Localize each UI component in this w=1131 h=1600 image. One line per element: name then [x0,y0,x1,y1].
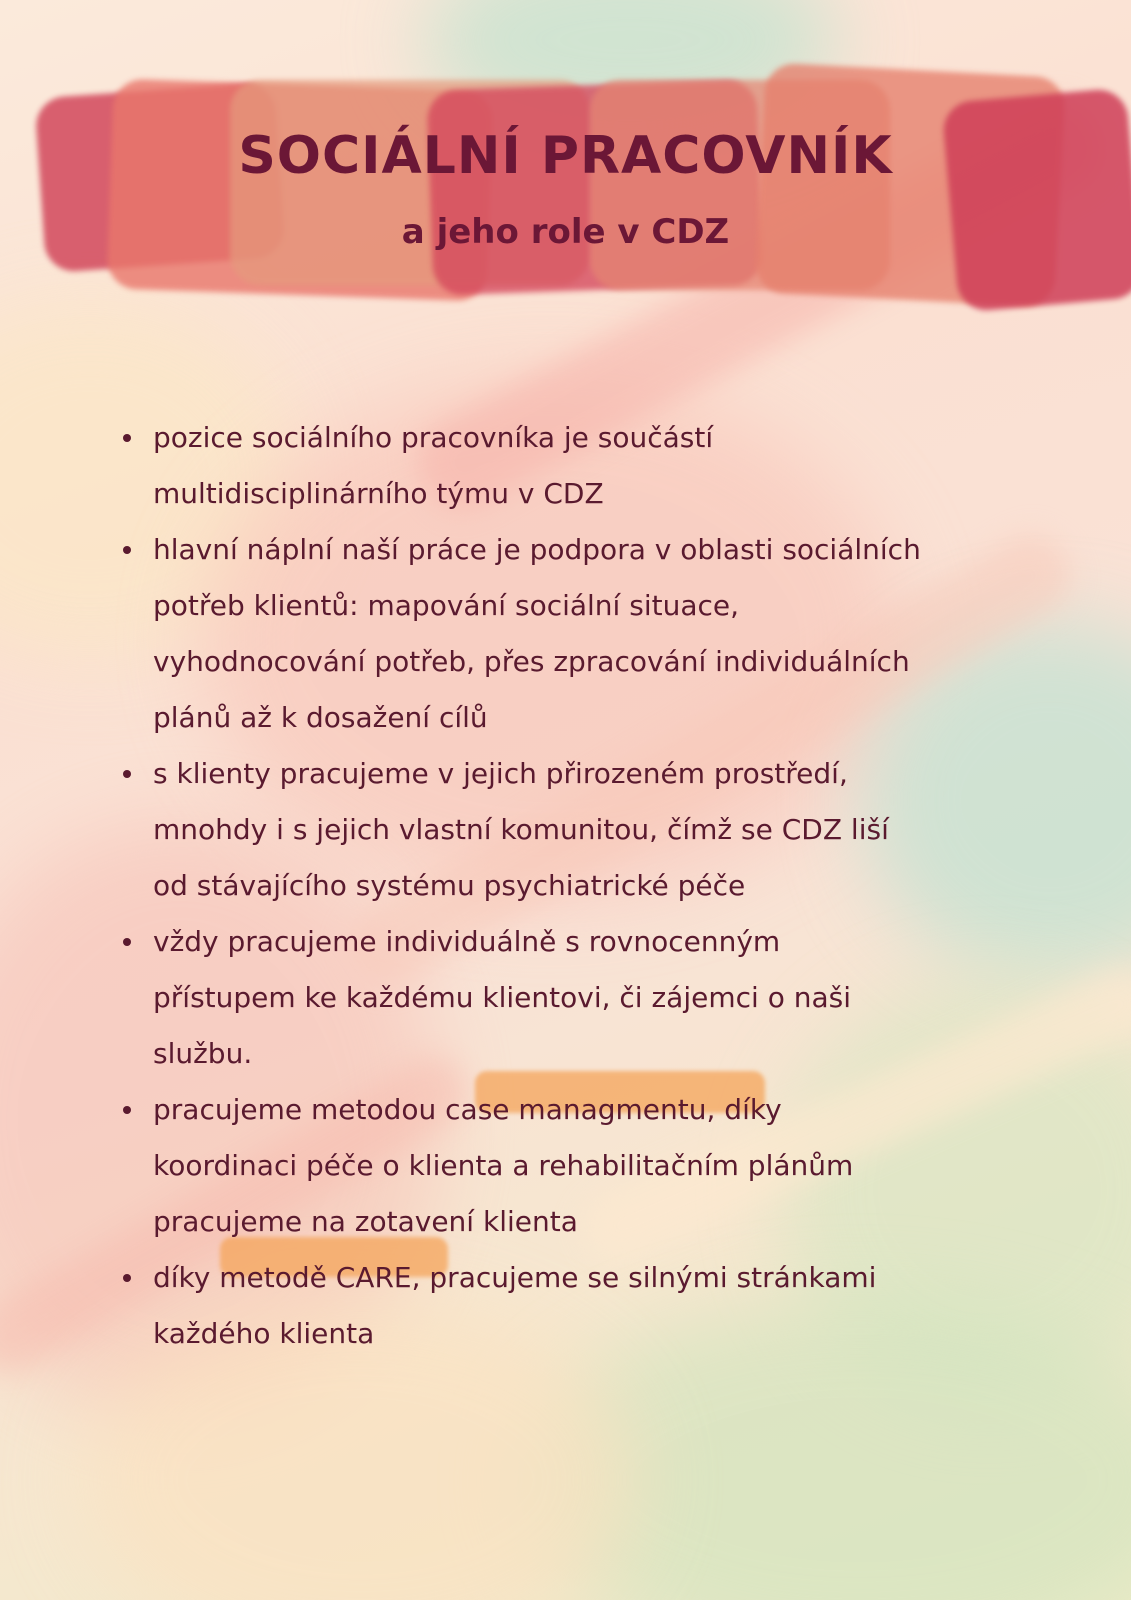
list-item-line: od stávajícího systému psychiatrické péče [153,869,746,902]
bullet-list [118,410,1018,1362]
list-item [118,410,1018,522]
bullet-icon [123,1274,131,1282]
list-item-line: plánů až k dosažení cílů [153,701,488,734]
list-item-line: potřeb klientů: mapování sociální situace, [153,589,740,622]
list-item [118,746,1018,914]
list-item-line: pracujeme metodou case managmentu, díky [153,1093,782,1126]
list-item [118,1250,1018,1362]
list-item-line: díky metodě CARE, pracujeme se silnými stránkami [153,1261,877,1294]
list-item-line: mnohdy i s jejich vlastní komunitou, čímž se CDZ liší [153,813,889,846]
list-item [118,522,1018,746]
list-item-line: vždy pracujeme individuálně s rovnocenným [153,925,781,958]
list-item-line: koordinaci péče o klienta a rehabilitačním plánům [153,1149,854,1182]
list-item-line: pozice sociálního pracovníka je součástí [153,421,714,454]
page-title: SOCIÁLNÍ PRACOVNÍK [238,126,893,186]
bullet-icon [123,546,131,554]
list-item-line: multidisciplinárního týmu v CDZ [153,477,604,510]
list-item-line: hlavní náplní naší práce je podpora v oblasti sociálních [153,533,921,566]
bullet-icon [123,938,131,946]
list-item-line: pracujeme na zotavení klienta [153,1205,578,1238]
bullet-icon [123,1106,131,1114]
page-subtitle: a jeho role v CDZ [401,212,730,252]
list-item [118,914,1018,1082]
list-item-line: každého klienta [153,1317,375,1350]
list-item-line: službu. [153,1037,253,1070]
list-item-line: vyhodnocování potřeb, přes zpracování individuálních [153,645,910,678]
list-item-line: přístupem ke každému klientovi, či zájemci o naši [153,981,851,1014]
list-item [118,1082,1018,1250]
list-item-line: s klienty pracujeme v jejich přirozeném prostředí, [153,757,848,790]
bullet-icon [123,434,131,442]
bullet-icon [123,770,131,778]
